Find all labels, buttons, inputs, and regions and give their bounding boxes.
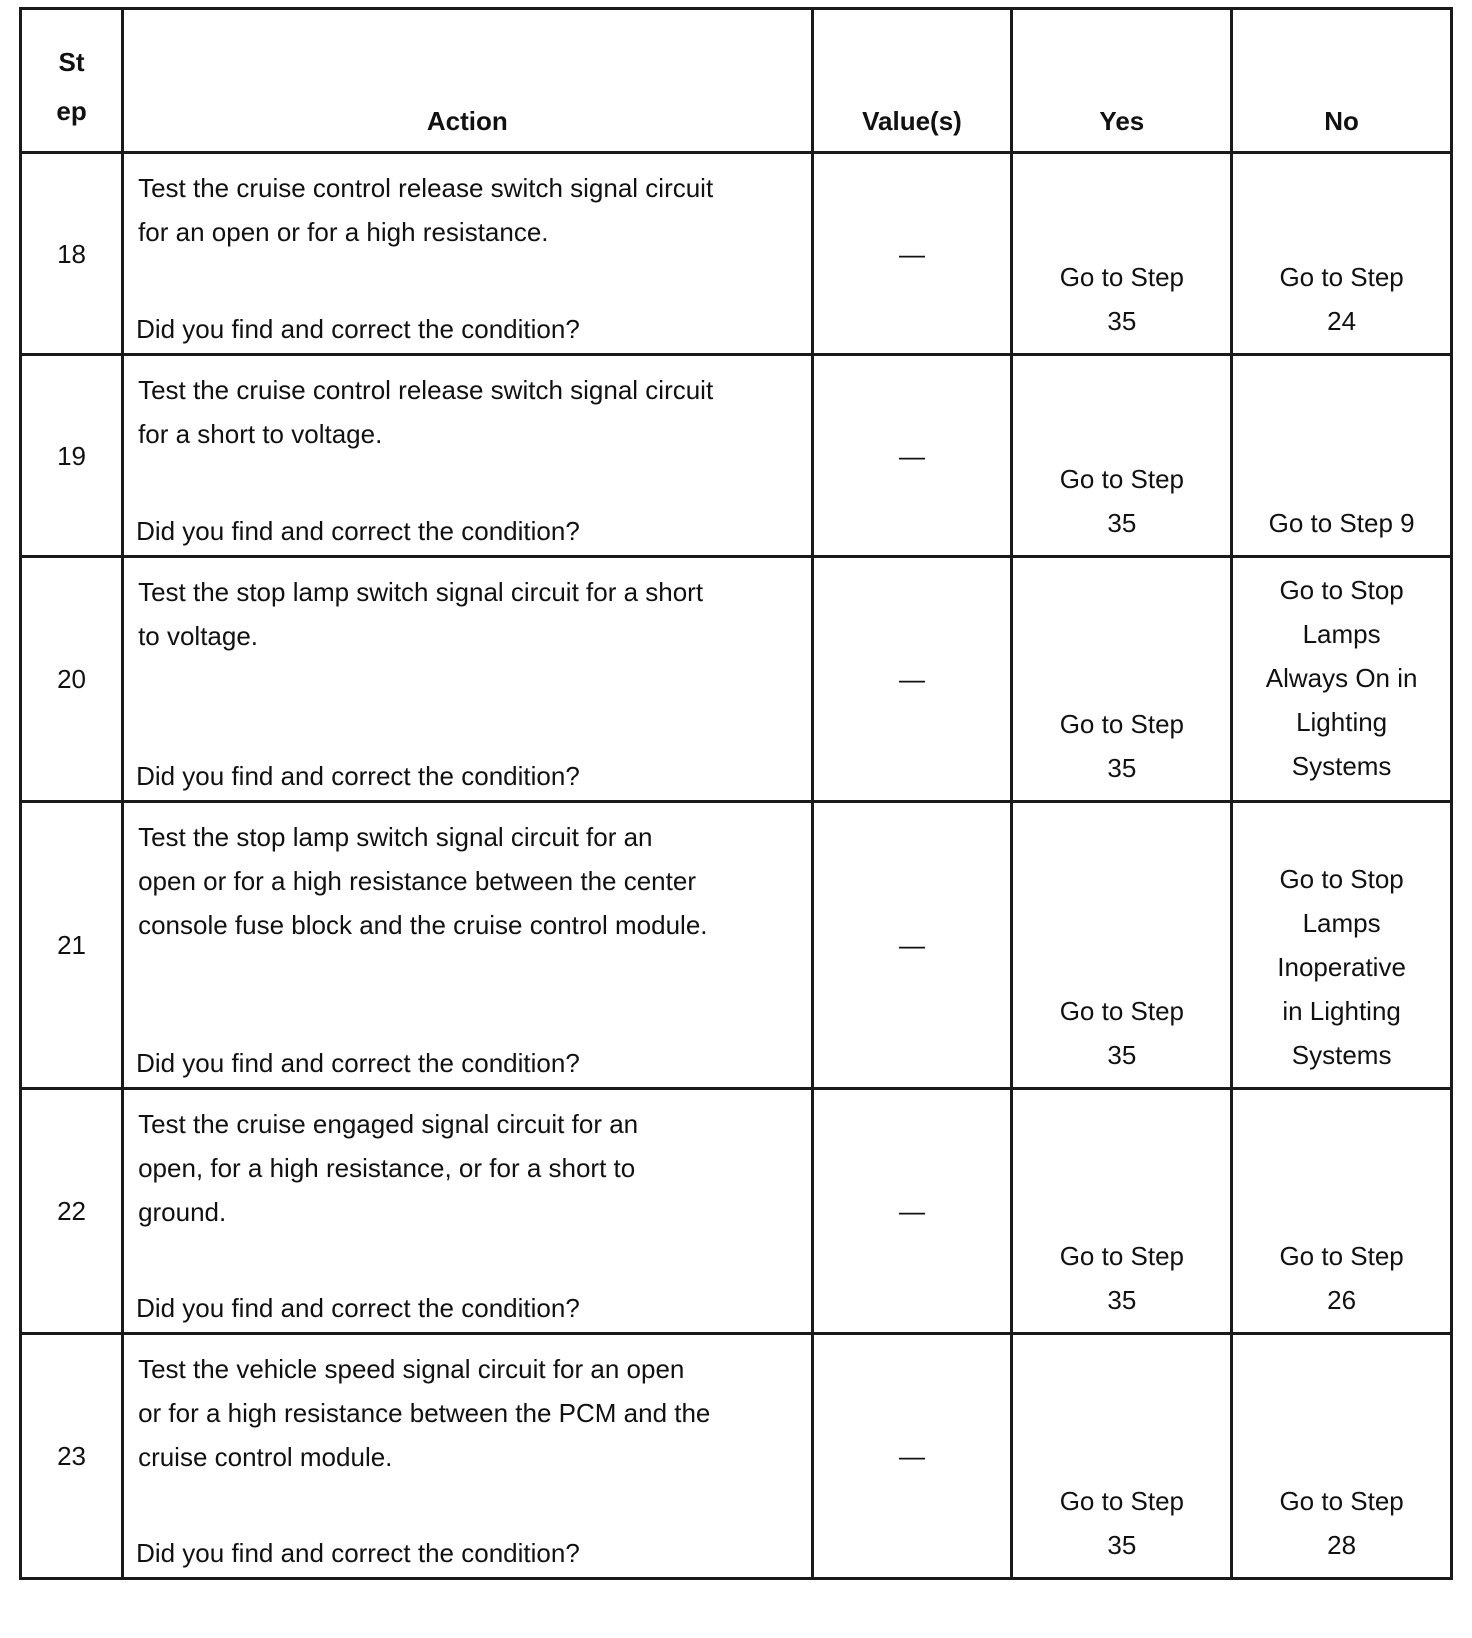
yes-cell [1012, 355, 1232, 557]
action-text [138, 570, 770, 658]
value-text: — [898, 930, 925, 960]
header-no: No [1232, 9, 1452, 153]
yes-text-line: Go to Step [1059, 996, 1184, 1026]
yes-text [1060, 457, 1184, 555]
no-text-line: Systems [1291, 1040, 1392, 1070]
action-cell [123, 802, 812, 1089]
value-cell [812, 557, 1012, 802]
value-cell [812, 802, 1012, 1089]
value-text: — [898, 440, 925, 471]
yes-text-line: 35 [1107, 1530, 1137, 1560]
no-text-line: Lamps [1302, 619, 1381, 649]
no-text [1269, 501, 1415, 555]
yes-text-line: 35 [1107, 306, 1137, 336]
no-text-line: Go to Step [1279, 1241, 1404, 1271]
step-number: 18 [57, 238, 86, 269]
no-cell [1232, 1334, 1452, 1579]
action-text-line: console fuse block and the cruise control module. [138, 910, 708, 940]
no-text-line: Go to Step [1279, 262, 1404, 292]
no-text-line: Lighting [1296, 707, 1388, 737]
no-text-line: in Lighting [1282, 996, 1401, 1026]
yes-cell [1012, 1334, 1232, 1579]
no-cell [1232, 153, 1452, 355]
no-text-line: Go to Stop [1279, 575, 1404, 605]
table-row [21, 802, 1452, 1089]
yes-text [1060, 255, 1184, 353]
action-cell [123, 1334, 812, 1579]
no-text-line: Systems [1291, 751, 1392, 781]
table-row [21, 355, 1452, 557]
table-row [21, 1334, 1452, 1579]
action-text-line: for a short to voltage. [138, 419, 383, 449]
no-text [1279, 255, 1403, 353]
yes-text [1060, 1479, 1184, 1577]
table-row [21, 557, 1452, 802]
action-question: Did you find and correct the condition? [136, 1293, 580, 1323]
step-cell [21, 557, 123, 802]
action-text [138, 166, 770, 254]
header-row [21, 9, 1452, 153]
yes-text-line: Go to Step [1059, 709, 1184, 739]
header-yes: Yes [1012, 9, 1232, 153]
no-cell [1232, 1089, 1452, 1334]
action-text-line: for an open or for a high resistance. [138, 217, 549, 247]
no-cell [1232, 557, 1452, 802]
action-text-line: or for a high resistance between the PCM and the [138, 1398, 711, 1428]
action-text [138, 1102, 770, 1234]
no-text [1279, 1479, 1403, 1577]
yes-text [1060, 702, 1184, 800]
action-text-line: Test the stop lamp switch signal circuit for an [138, 822, 653, 852]
no-text-line: 28 [1327, 1530, 1357, 1560]
diagnostic-table [19, 7, 1453, 1580]
action-text-line: Test the cruise control release switch signal circuit [138, 173, 714, 203]
yes-text [1060, 989, 1184, 1087]
yes-text-line: 35 [1107, 753, 1137, 783]
action-text-line: to voltage. [138, 621, 259, 651]
action-question: Did you find and correct the condition? [136, 1538, 580, 1568]
no-text-line: 24 [1327, 306, 1357, 336]
action-cell [123, 557, 812, 802]
action-cell [123, 153, 812, 355]
step-number: 21 [57, 930, 86, 960]
step-number: 19 [57, 440, 86, 471]
value-text: — [898, 664, 925, 694]
action-text-line: ground. [138, 1197, 227, 1227]
yes-text-line: Go to Step [1059, 262, 1184, 292]
step-cell [21, 802, 123, 1089]
yes-cell [1012, 557, 1232, 802]
no-text-line: Go to Step 9 [1268, 508, 1415, 538]
action-text-line: Test the cruise engaged signal circuit for an [138, 1109, 639, 1139]
yes-text [1060, 1234, 1184, 1332]
step-cell [21, 153, 123, 355]
no-text [1279, 1234, 1403, 1332]
action-text-line: cruise control module. [138, 1442, 393, 1472]
yes-text-line: Go to Step [1059, 1241, 1184, 1271]
yes-cell [1012, 802, 1232, 1089]
no-text-line: Go to Stop [1279, 864, 1404, 894]
value-cell [812, 1089, 1012, 1334]
action-text-line: Test the stop lamp switch signal circuit for a short [138, 577, 704, 607]
header-values: Value(s) [812, 9, 1012, 153]
yes-text-line: 35 [1107, 1040, 1137, 1070]
action-text-line: Test the vehicle speed signal circuit for an open [138, 1354, 685, 1384]
no-text-line: Always On in [1265, 663, 1418, 693]
no-text [1277, 857, 1406, 1087]
step-cell [21, 1334, 123, 1579]
no-cell [1232, 802, 1452, 1089]
yes-cell [1012, 153, 1232, 355]
yes-cell [1012, 1089, 1232, 1334]
yes-text-line: 35 [1107, 1285, 1137, 1315]
no-text-line: 26 [1327, 1285, 1357, 1315]
yes-text-line: Go to Step [1059, 1486, 1184, 1516]
step-cell [21, 1089, 123, 1334]
header-step [21, 9, 123, 153]
no-text-line: Inoperative [1277, 952, 1406, 982]
value-text: — [898, 1196, 925, 1226]
action-text [138, 1347, 770, 1479]
step-cell [21, 355, 123, 557]
action-text-line: open or for a high resistance between the center [138, 866, 696, 896]
action-text [138, 815, 770, 947]
action-text-line: open, for a high resistance, or for a short to [138, 1153, 636, 1183]
action-cell [123, 1089, 812, 1334]
header-step-line1: St [58, 47, 85, 77]
action-question: Did you find and correct the condition? [136, 314, 580, 344]
action-question: Did you find and correct the condition? [136, 761, 580, 791]
action-question: Did you find and correct the condition? [136, 1048, 580, 1078]
action-cell [123, 355, 812, 557]
no-text [1266, 558, 1418, 788]
step-number: 20 [57, 664, 86, 694]
value-cell [812, 355, 1012, 557]
step-number: 22 [57, 1196, 86, 1226]
yes-text-line: 35 [1107, 508, 1137, 538]
value-cell [812, 153, 1012, 355]
no-text-line: Lamps [1302, 908, 1381, 938]
action-text [138, 368, 770, 456]
header-action: Action [123, 9, 812, 153]
action-question: Did you find and correct the condition? [136, 516, 580, 546]
table-row [21, 153, 1452, 355]
no-cell [1232, 355, 1452, 557]
header-step-line2: ep [56, 96, 87, 126]
step-number: 23 [57, 1441, 86, 1471]
table-row [21, 1089, 1452, 1334]
value-text: — [898, 238, 925, 269]
no-text-line: Go to Step [1279, 1486, 1404, 1516]
value-cell [812, 1334, 1012, 1579]
value-text: — [898, 1441, 925, 1471]
action-text-line: Test the cruise control release switch signal circuit [138, 375, 714, 405]
yes-text-line: Go to Step [1059, 464, 1184, 494]
